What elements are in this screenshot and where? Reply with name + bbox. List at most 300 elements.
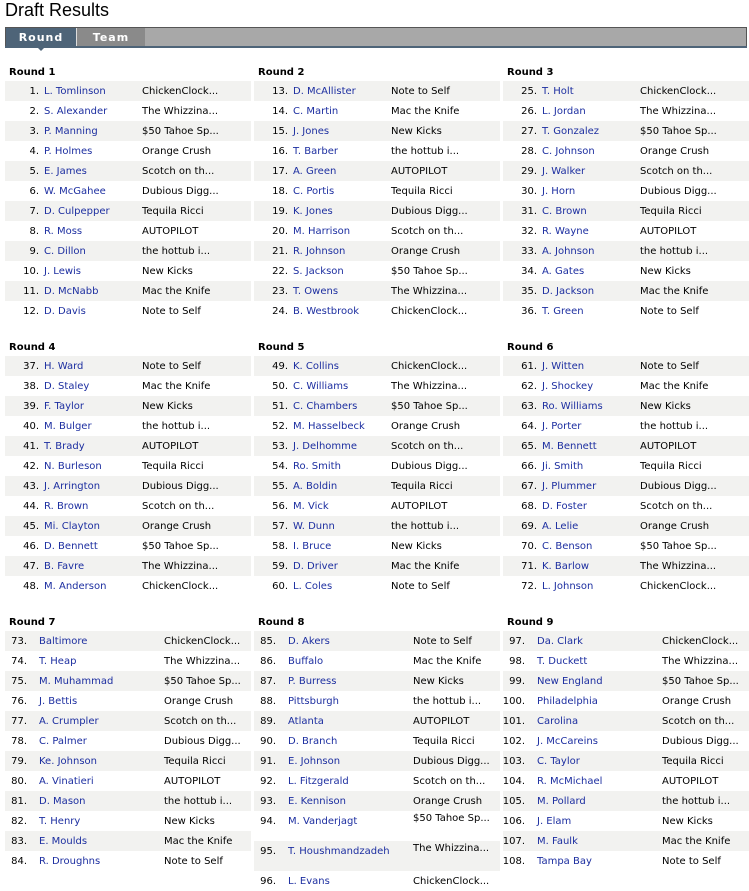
pick-number: 69. bbox=[521, 521, 537, 532]
pick-number: 25. bbox=[521, 86, 537, 97]
player-link[interactable]: D. McNabb bbox=[44, 286, 99, 297]
pick-number: 17. bbox=[272, 166, 288, 177]
pick-row bbox=[503, 671, 749, 691]
pick-row bbox=[503, 771, 749, 791]
player-link[interactable]: D. Jackson bbox=[542, 286, 595, 297]
fantasy-team-name: Orange Crush bbox=[662, 696, 732, 707]
player-link[interactable]: T. Heap bbox=[39, 656, 77, 667]
player-link[interactable]: Pittsburgh bbox=[288, 696, 339, 707]
fantasy-team-name: Mac the Knife bbox=[142, 286, 211, 297]
player-link[interactable]: L. Coles bbox=[293, 581, 333, 592]
fantasy-team-name: Dubious Digg... bbox=[662, 736, 739, 747]
fantasy-team-name: Dubious Digg... bbox=[391, 206, 468, 217]
player-link[interactable]: T. Holt bbox=[542, 86, 574, 97]
player-link[interactable]: L. Evans bbox=[288, 876, 330, 887]
pick-row bbox=[503, 416, 749, 436]
player-link[interactable]: W. Dunn bbox=[293, 521, 335, 532]
fantasy-team-name: AUTOPILOT bbox=[662, 776, 719, 787]
pick-number: 6. bbox=[29, 186, 39, 197]
pick-number: 20. bbox=[272, 226, 288, 237]
fantasy-team-name: New Kicks bbox=[662, 816, 713, 827]
player-link[interactable]: Mi. Clayton bbox=[44, 521, 100, 532]
fantasy-team-name: Mac the Knife bbox=[391, 106, 460, 117]
fantasy-team-name: Orange Crush bbox=[391, 246, 461, 257]
fantasy-team-name: Dubious Digg... bbox=[640, 481, 717, 492]
pick-row bbox=[254, 556, 500, 576]
round-7 bbox=[5, 615, 251, 871]
pick-number: 70. bbox=[521, 541, 537, 552]
pick-number: 101. bbox=[502, 716, 525, 727]
player-link[interactable]: J. Witten bbox=[542, 361, 585, 372]
pick-row bbox=[254, 811, 500, 841]
pick-row bbox=[503, 731, 749, 751]
player-link[interactable]: M. Faulk bbox=[537, 836, 578, 847]
pick-number: 76. bbox=[11, 696, 27, 707]
fantasy-team-name: Tequila Ricci bbox=[391, 481, 453, 492]
fantasy-team-name: ChickenClock... bbox=[640, 86, 717, 97]
player-link[interactable]: E. Kennison bbox=[288, 796, 347, 807]
pick-row bbox=[5, 516, 251, 536]
player-link[interactable]: M. Muhammad bbox=[39, 676, 114, 687]
player-link[interactable]: D. Driver bbox=[293, 561, 338, 572]
pick-list bbox=[5, 631, 251, 871]
fantasy-team-name: The Whizzina... bbox=[662, 656, 739, 667]
pick-row bbox=[254, 731, 500, 751]
fantasy-team-name: Note to Self bbox=[640, 361, 699, 372]
fantasy-team-name: $50 Tahoe Sp... bbox=[391, 266, 468, 277]
fantasy-team-name: ChickenClock... bbox=[142, 86, 219, 97]
player-link[interactable]: C. Dillon bbox=[44, 246, 86, 257]
player-link[interactable]: M. Harrison bbox=[293, 226, 351, 237]
pick-row bbox=[5, 101, 251, 121]
fantasy-team-name: Tequila Ricci bbox=[413, 736, 475, 747]
pick-row bbox=[5, 81, 251, 101]
player-link[interactable]: T. Henry bbox=[39, 816, 81, 827]
player-link[interactable]: D. Foster bbox=[542, 501, 587, 512]
player-link[interactable]: T. Duckett bbox=[537, 656, 588, 667]
player-link[interactable]: C. Johnson bbox=[542, 146, 595, 157]
pick-row bbox=[503, 556, 749, 576]
player-link[interactable]: Carolina bbox=[537, 716, 579, 727]
fantasy-team-name: The Whizzina... bbox=[142, 106, 219, 117]
pick-row bbox=[254, 476, 500, 496]
player-link[interactable]: J. Lewis bbox=[44, 266, 82, 277]
player-link[interactable]: R. Johnson bbox=[293, 246, 346, 257]
player-link[interactable]: J. Plummer bbox=[542, 481, 597, 492]
player-link[interactable]: M. Anderson bbox=[44, 581, 107, 592]
player-link[interactable]: C. Portis bbox=[293, 186, 335, 197]
player-link[interactable]: M. Bennett bbox=[542, 441, 597, 452]
fantasy-team-name: $50 Tahoe Sp... bbox=[164, 676, 241, 687]
tab-round-label: Round bbox=[18, 31, 64, 44]
player-link[interactable]: N. Burleson bbox=[44, 461, 102, 472]
pick-row bbox=[254, 671, 500, 691]
pick-number: 8. bbox=[29, 226, 39, 237]
pick-list bbox=[503, 631, 749, 871]
round-title: Round 7 bbox=[9, 617, 56, 628]
player-link[interactable]: L. Fitzgerald bbox=[288, 776, 349, 787]
pick-number: 103. bbox=[502, 756, 525, 767]
pick-row bbox=[254, 201, 500, 221]
player-link[interactable]: J. Elam bbox=[537, 816, 572, 827]
player-link[interactable]: J. Arrington bbox=[44, 481, 101, 492]
pick-row bbox=[5, 771, 251, 791]
player-link[interactable]: D. Mason bbox=[39, 796, 86, 807]
fantasy-team-name: the hottub i... bbox=[413, 696, 482, 707]
player-link[interactable]: D. Akers bbox=[288, 636, 330, 647]
pick-list bbox=[5, 356, 251, 596]
round-title: Round 9 bbox=[507, 617, 554, 628]
player-link[interactable]: C. Taylor bbox=[537, 756, 580, 767]
pick-number: 42. bbox=[23, 461, 39, 472]
pick-row bbox=[503, 811, 749, 831]
fantasy-team-name: The Whizzina... bbox=[640, 106, 717, 117]
pick-row bbox=[503, 376, 749, 396]
pick-row bbox=[503, 476, 749, 496]
fantasy-team-name: $50 Tahoe Sp... bbox=[640, 541, 717, 552]
player-link[interactable]: M. Hasselbeck bbox=[293, 421, 365, 432]
pick-row bbox=[503, 651, 749, 671]
player-link[interactable]: D. Bennett bbox=[44, 541, 98, 552]
pick-number: 48. bbox=[23, 581, 39, 592]
pick-number: 16. bbox=[272, 146, 288, 157]
player-link[interactable]: B. Favre bbox=[44, 561, 85, 572]
pick-row bbox=[254, 691, 500, 711]
round-8 bbox=[254, 615, 500, 891]
pick-number: 65. bbox=[521, 441, 537, 452]
pick-row bbox=[254, 871, 500, 891]
player-link[interactable]: B. Westbrook bbox=[293, 306, 360, 317]
pick-row bbox=[254, 281, 500, 301]
player-link[interactable]: Ji. Smith bbox=[542, 461, 584, 472]
pick-number: 88. bbox=[260, 696, 276, 707]
fantasy-team-name: ChickenClock... bbox=[391, 361, 468, 372]
player-link[interactable]: J. Shockey bbox=[542, 381, 594, 392]
pick-number: 81. bbox=[11, 796, 27, 807]
player-link[interactable]: M. Vick bbox=[293, 501, 329, 512]
pick-row bbox=[503, 516, 749, 536]
round-1 bbox=[5, 65, 251, 321]
player-link[interactable]: S. Jackson bbox=[293, 266, 344, 277]
fantasy-team-name: the hottub i... bbox=[640, 246, 709, 257]
pick-row bbox=[503, 711, 749, 731]
player-link[interactable]: T. Houshmandzadeh bbox=[288, 846, 390, 857]
pick-row bbox=[254, 456, 500, 476]
pick-number: 27. bbox=[521, 126, 537, 137]
pick-row bbox=[254, 771, 500, 791]
fantasy-team-name: Scotch on th... bbox=[142, 166, 215, 177]
pick-row bbox=[254, 751, 500, 771]
pick-row bbox=[503, 201, 749, 221]
pick-number: 41. bbox=[23, 441, 39, 452]
player-link[interactable]: C. Chambers bbox=[293, 401, 358, 412]
player-link[interactable]: Ke. Johnson bbox=[39, 756, 97, 767]
player-link[interactable]: P. Manning bbox=[44, 126, 98, 137]
pick-number: 54. bbox=[272, 461, 288, 472]
pick-number: 82. bbox=[11, 816, 27, 827]
player-link[interactable]: Ro. Williams bbox=[542, 401, 603, 412]
fantasy-team-name: Scotch on th... bbox=[142, 501, 215, 512]
player-link[interactable]: H. Ward bbox=[44, 361, 84, 372]
player-link[interactable]: D. Culpepper bbox=[44, 206, 110, 217]
fantasy-team-name: AUTOPILOT bbox=[413, 716, 470, 727]
player-link[interactable]: A. Vinatieri bbox=[39, 776, 94, 787]
player-link[interactable]: K. Jones bbox=[293, 206, 333, 217]
fantasy-team-name: Mac the Knife bbox=[142, 381, 211, 392]
pick-number: 45. bbox=[23, 521, 39, 532]
pick-row bbox=[503, 536, 749, 556]
player-link[interactable]: Baltimore bbox=[39, 636, 88, 647]
pick-row bbox=[5, 121, 251, 141]
player-link[interactable]: R. Wayne bbox=[542, 226, 589, 237]
pick-number: 80. bbox=[11, 776, 27, 787]
player-link[interactable]: M. Bulger bbox=[44, 421, 92, 432]
player-link[interactable]: C. Williams bbox=[293, 381, 349, 392]
pick-row bbox=[5, 791, 251, 811]
player-link[interactable]: Philadelphia bbox=[537, 696, 598, 707]
player-link[interactable]: A. Boldin bbox=[293, 481, 338, 492]
player-link[interactable]: K. Collins bbox=[293, 361, 339, 372]
player-link[interactable]: L. Tomlinson bbox=[44, 86, 106, 97]
pick-row bbox=[5, 241, 251, 261]
player-link[interactable]: A. Lelie bbox=[542, 521, 579, 532]
pick-number: 64. bbox=[521, 421, 537, 432]
pick-row bbox=[254, 101, 500, 121]
fantasy-team-name: $50 Tahoe Sp... bbox=[142, 541, 219, 552]
pick-row bbox=[503, 121, 749, 141]
fantasy-team-name: Mac the Knife bbox=[640, 381, 709, 392]
pick-row bbox=[5, 141, 251, 161]
player-link[interactable]: Buffalo bbox=[288, 656, 324, 667]
player-link[interactable]: W. McGahee bbox=[44, 186, 106, 197]
pick-number: 10. bbox=[23, 266, 39, 277]
pick-list bbox=[503, 356, 749, 596]
pick-number: 57. bbox=[272, 521, 288, 532]
fantasy-team-name: the hottub i... bbox=[391, 146, 460, 157]
pick-number: 51. bbox=[272, 401, 288, 412]
player-link[interactable]: T. Barber bbox=[293, 146, 338, 157]
pick-number: 90. bbox=[260, 736, 276, 747]
player-link[interactable]: J. Jones bbox=[293, 126, 330, 137]
pick-row bbox=[503, 436, 749, 456]
pick-row bbox=[5, 731, 251, 751]
pick-row bbox=[5, 221, 251, 241]
player-link[interactable]: D. Staley bbox=[44, 381, 90, 392]
player-link[interactable]: M. Vanderjagt bbox=[288, 816, 358, 827]
fantasy-team-name: The Whizzina... bbox=[413, 843, 490, 854]
round-5 bbox=[254, 340, 500, 596]
player-link[interactable]: E. James bbox=[44, 166, 87, 177]
player-link[interactable]: J. Porter bbox=[542, 421, 582, 432]
pick-number: 33. bbox=[521, 246, 537, 257]
fantasy-team-name: $50 Tahoe Sp... bbox=[391, 401, 468, 412]
player-link[interactable]: L. Johnson bbox=[542, 581, 594, 592]
player-link[interactable]: R. McMichael bbox=[537, 776, 603, 787]
fantasy-team-name: Note to Self bbox=[640, 306, 699, 317]
fantasy-team-name: Scotch on th... bbox=[640, 166, 713, 177]
fantasy-team-name: AUTOPILOT bbox=[164, 776, 221, 787]
pick-number: 32. bbox=[521, 226, 537, 237]
player-link[interactable]: A. Gates bbox=[542, 266, 585, 277]
pick-row bbox=[5, 851, 251, 871]
pick-number: 39. bbox=[23, 401, 39, 412]
player-link[interactable]: R. Brown bbox=[44, 501, 89, 512]
pick-number: 73. bbox=[11, 636, 27, 647]
pick-list bbox=[503, 81, 749, 321]
pick-row bbox=[503, 831, 749, 851]
fantasy-team-name: AUTOPILOT bbox=[640, 441, 697, 452]
pick-number: 50. bbox=[272, 381, 288, 392]
player-link[interactable]: New England bbox=[537, 676, 603, 687]
player-link[interactable]: J. Walker bbox=[542, 166, 586, 177]
pick-number: 52. bbox=[272, 421, 288, 432]
fantasy-team-name: Tequila Ricci bbox=[391, 186, 453, 197]
pick-number: 85. bbox=[260, 636, 276, 647]
round-title: Round 5 bbox=[258, 342, 305, 353]
pick-row bbox=[254, 436, 500, 456]
fantasy-team-name: $50 Tahoe Sp... bbox=[142, 126, 219, 137]
fantasy-team-name: New Kicks bbox=[391, 541, 442, 552]
round-3 bbox=[503, 65, 749, 321]
player-link[interactable]: E. Moulds bbox=[39, 836, 88, 847]
player-link[interactable]: I. Bruce bbox=[293, 541, 332, 552]
player-link[interactable]: D. Branch bbox=[288, 736, 338, 747]
tab-underline bbox=[5, 46, 747, 48]
pick-row bbox=[254, 576, 500, 596]
pick-number: 56. bbox=[272, 501, 288, 512]
fantasy-team-name: The Whizzina... bbox=[164, 656, 241, 667]
player-link[interactable]: J. Bettis bbox=[39, 696, 78, 707]
pick-row bbox=[503, 631, 749, 651]
player-link[interactable]: S. Alexander bbox=[44, 106, 108, 117]
player-link[interactable]: K. Barlow bbox=[542, 561, 590, 572]
pick-number: 98. bbox=[509, 656, 525, 667]
fantasy-team-name: Orange Crush bbox=[164, 696, 234, 707]
player-link[interactable]: Tampa Bay bbox=[537, 856, 592, 867]
pick-row bbox=[503, 456, 749, 476]
player-link[interactable]: T. Gonzalez bbox=[542, 126, 600, 137]
pick-number: 78. bbox=[11, 736, 27, 747]
pick-list bbox=[5, 81, 251, 321]
player-link[interactable]: D. McAllister bbox=[293, 86, 356, 97]
player-link[interactable]: M. Pollard bbox=[537, 796, 586, 807]
player-link[interactable]: P. Burress bbox=[288, 676, 337, 687]
pick-number: 12. bbox=[23, 306, 39, 317]
player-link[interactable]: C. Martin bbox=[293, 106, 339, 117]
round-title: Round 4 bbox=[9, 342, 56, 353]
pick-number: 7. bbox=[29, 206, 39, 217]
pick-number: 107. bbox=[502, 836, 525, 847]
round-6 bbox=[503, 340, 749, 596]
pick-row bbox=[5, 711, 251, 731]
player-link[interactable]: D. Davis bbox=[44, 306, 86, 317]
pick-row bbox=[5, 281, 251, 301]
pick-number: 95. bbox=[260, 846, 276, 857]
pick-row bbox=[503, 576, 749, 596]
pick-number: 58. bbox=[272, 541, 288, 552]
player-link[interactable]: E. Johnson bbox=[288, 756, 341, 767]
pick-number: 102. bbox=[502, 736, 525, 747]
pick-number: 34. bbox=[521, 266, 537, 277]
player-link[interactable]: R. Moss bbox=[44, 226, 83, 237]
player-link[interactable]: P. Holmes bbox=[44, 146, 93, 157]
fantasy-team-name: Tequila Ricci bbox=[640, 206, 702, 217]
fantasy-team-name: Note to Self bbox=[391, 581, 450, 592]
fantasy-team-name: the hottub i... bbox=[662, 796, 731, 807]
pick-row bbox=[5, 476, 251, 496]
player-link[interactable]: R. Droughns bbox=[39, 856, 101, 867]
pick-row bbox=[503, 141, 749, 161]
pick-number: 93. bbox=[260, 796, 276, 807]
player-link[interactable]: J. McCareins bbox=[537, 736, 598, 747]
player-link[interactable]: C. Palmer bbox=[39, 736, 87, 747]
round-title: Round 1 bbox=[9, 67, 56, 78]
player-link[interactable]: F. Taylor bbox=[44, 401, 85, 412]
fantasy-team-name: ChickenClock... bbox=[164, 636, 241, 647]
fantasy-team-name: Note to Self bbox=[142, 361, 201, 372]
player-link[interactable]: C. Brown bbox=[542, 206, 587, 217]
pick-number: 29. bbox=[521, 166, 537, 177]
pick-number: 75. bbox=[11, 676, 27, 687]
fantasy-team-name: New Kicks bbox=[640, 401, 691, 412]
player-link[interactable]: A. Johnson bbox=[542, 246, 595, 257]
round-title: Round 2 bbox=[258, 67, 305, 78]
player-link[interactable]: T. Green bbox=[542, 306, 584, 317]
pick-row bbox=[254, 181, 500, 201]
fantasy-team-name: Scotch on th... bbox=[391, 441, 464, 452]
fantasy-team-name: $50 Tahoe Sp... bbox=[413, 813, 490, 824]
pick-number: 28. bbox=[521, 146, 537, 157]
pick-row bbox=[503, 496, 749, 516]
player-link[interactable]: Atlanta bbox=[288, 716, 324, 727]
pick-row bbox=[5, 416, 251, 436]
fantasy-team-name: the hottub i... bbox=[640, 421, 709, 432]
fantasy-team-name: Tequila Ricci bbox=[142, 206, 204, 217]
pick-row bbox=[503, 261, 749, 281]
player-link[interactable]: J. Delhomme bbox=[293, 441, 358, 452]
pick-row bbox=[5, 356, 251, 376]
pick-number: 21. bbox=[272, 246, 288, 257]
player-link[interactable]: A. Crumpler bbox=[39, 716, 99, 727]
fantasy-team-name: Orange Crush bbox=[142, 521, 212, 532]
pick-number: 19. bbox=[272, 206, 288, 217]
fantasy-team-name: Orange Crush bbox=[142, 146, 212, 157]
tab-round[interactable] bbox=[6, 28, 76, 47]
fantasy-team-name: Tequila Ricci bbox=[640, 461, 702, 472]
pick-row bbox=[254, 711, 500, 731]
player-link[interactable]: J. Horn bbox=[542, 186, 576, 197]
player-link[interactable]: Ro. Smith bbox=[293, 461, 341, 472]
player-link[interactable]: Da. Clark bbox=[537, 636, 583, 647]
fantasy-team-name: AUTOPILOT bbox=[391, 501, 448, 512]
player-link[interactable]: T. Brady bbox=[44, 441, 85, 452]
page-title: Draft Results bbox=[5, 0, 110, 20]
fantasy-team-name: ChickenClock... bbox=[142, 581, 219, 592]
tab-team[interactable] bbox=[76, 28, 145, 47]
player-link[interactable]: T. Owens bbox=[293, 286, 339, 297]
player-link[interactable]: A. Green bbox=[293, 166, 337, 177]
pick-row bbox=[503, 301, 749, 321]
player-link[interactable]: L. Jordan bbox=[542, 106, 586, 117]
pick-row bbox=[254, 516, 500, 536]
pick-row bbox=[254, 356, 500, 376]
tab-bar bbox=[5, 27, 747, 46]
player-link[interactable]: C. Benson bbox=[542, 541, 593, 552]
fantasy-team-name: Scotch on th... bbox=[391, 226, 464, 237]
pick-number: 106. bbox=[502, 816, 525, 827]
pick-number: 104. bbox=[502, 776, 525, 787]
pick-number: 86. bbox=[260, 656, 276, 667]
